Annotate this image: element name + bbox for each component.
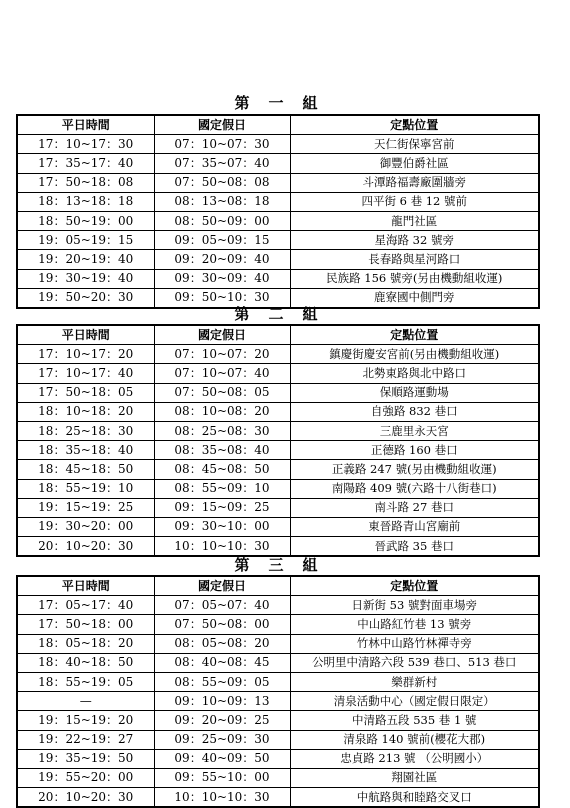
holiday-time-cell: 09：05~09：15: [154, 231, 290, 250]
location-header: 定點位置: [290, 325, 539, 345]
weekday-time-cell: 18：13~18：18: [17, 192, 154, 211]
location-cell: 自強路 832 巷口: [290, 402, 539, 421]
holiday-time-cell: 09：40~09：50: [154, 749, 290, 768]
location-cell: 清泉活動中心（國定假日限定）: [290, 692, 539, 711]
group-2-rows: [17, 345, 539, 557]
table-row: [17, 749, 539, 768]
holiday-time-cell: 08：35~08：40: [154, 441, 290, 460]
location-cell: 南斗路 27 巷口: [290, 498, 539, 517]
weekday-time-cell: 19：30~20：00: [17, 517, 154, 536]
weekday-time-cell: 18：35~18：40: [17, 441, 154, 460]
holiday-time-cell: 07：35~07：40: [154, 154, 290, 173]
holiday-time-cell: 08：55~09：05: [154, 672, 290, 691]
holiday-time-cell: 07：10~07：20: [154, 345, 290, 364]
holiday-time-cell: 09：50~10：30: [154, 288, 290, 308]
table-row: [17, 498, 539, 517]
weekday-header: 平日時間: [17, 576, 154, 596]
holiday-time-cell: 07：50~08：00: [154, 615, 290, 634]
weekday-time-cell: 19：30~19：40: [17, 269, 154, 288]
holiday-time-cell: 07：10~07：30: [154, 135, 290, 154]
weekday-time-cell: 18：45~18：50: [17, 460, 154, 479]
holiday-time-cell: 09：20~09：25: [154, 711, 290, 730]
table-header-row: [17, 576, 539, 596]
weekday-time-cell: 19：15~19：25: [17, 498, 154, 517]
location-cell: 鹿寮國中側門旁: [290, 288, 539, 308]
weekday-time-cell: 17：10~17：40: [17, 364, 154, 383]
location-header: 定點位置: [290, 115, 539, 135]
weekday-time-cell: 19：55~20：00: [17, 768, 154, 787]
location-cell: 晉武路 35 巷口: [290, 537, 539, 557]
table-header-row: [17, 325, 539, 345]
holiday-time-cell: 09：15~09：25: [154, 498, 290, 517]
location-cell: 斗潭路福壽廠圍牆旁: [290, 173, 539, 192]
holiday-time-cell: 08：13~08：18: [154, 192, 290, 211]
holiday-header: 國定假日: [154, 115, 290, 135]
table-row: [17, 634, 539, 653]
holiday-time-cell: 08：10~08：20: [154, 402, 290, 421]
holiday-time-cell: 10：10~10：30: [154, 788, 290, 808]
group-1-table: [16, 114, 540, 309]
weekday-time-cell: 18：55~19：05: [17, 672, 154, 691]
table-row: [17, 788, 539, 808]
table-row: [17, 730, 539, 749]
table-row: [17, 768, 539, 787]
table-row: [17, 653, 539, 672]
holiday-time-cell: 08：45~08：50: [154, 460, 290, 479]
holiday-time-cell: 09：30~09：40: [154, 269, 290, 288]
location-cell: 御豐伯爵社區: [290, 154, 539, 173]
location-cell: 星海路 32 號旁: [290, 231, 539, 250]
group-3-table: [16, 575, 540, 808]
location-cell: 保順路運動場: [290, 383, 539, 402]
location-cell: 南陽路 409 號(六路十八街巷口): [290, 479, 539, 498]
weekday-time-cell: 19：50~20：30: [17, 288, 154, 308]
group-2-table: [16, 324, 540, 557]
weekday-time-cell: 18：10~18：20: [17, 402, 154, 421]
holiday-time-cell: 07：05~07：40: [154, 596, 290, 615]
weekday-header: 平日時間: [17, 325, 154, 345]
holiday-time-cell: 09：10~09：13: [154, 692, 290, 711]
weekday-header: 平日時間: [17, 115, 154, 135]
location-cell: 日新街 53 號對面車場旁: [290, 596, 539, 615]
holiday-time-cell: 09：20~09：40: [154, 250, 290, 269]
weekday-time-cell: —: [17, 692, 154, 711]
weekday-time-cell: 17：10~17：20: [17, 345, 154, 364]
location-cell: 翔園社區: [290, 768, 539, 787]
table-row: [17, 672, 539, 691]
holiday-time-cell: 07：50~08：08: [154, 173, 290, 192]
location-cell: 民族路 156 號旁(另由機動組收運): [290, 269, 539, 288]
weekday-time-cell: 18：25~18：30: [17, 421, 154, 440]
table-row: [17, 441, 539, 460]
weekday-time-cell: 17：50~18：05: [17, 383, 154, 402]
location-cell: 鎮慶街慶安宮前(另由機動組收運): [290, 345, 539, 364]
table-row: [17, 250, 539, 269]
location-cell: 正義路 247 號(另由機動組收運): [290, 460, 539, 479]
location-cell: 長春路與星河路口: [290, 250, 539, 269]
location-cell: 中山路紅竹巷 13 號旁: [290, 615, 539, 634]
table-row: [17, 364, 539, 383]
holiday-header: 國定假日: [154, 576, 290, 596]
weekday-time-cell: 19：22~19：27: [17, 730, 154, 749]
weekday-time-cell: 18：05~18：20: [17, 634, 154, 653]
table-row: [17, 517, 539, 536]
table-row: [17, 421, 539, 440]
holiday-time-cell: 08：25~08：30: [154, 421, 290, 440]
table-row: [17, 537, 539, 557]
weekday-time-cell: 17：05~17：40: [17, 596, 154, 615]
holiday-time-cell: 09：30~10：00: [154, 517, 290, 536]
holiday-time-cell: 09：25~09：30: [154, 730, 290, 749]
table-row: [17, 135, 539, 154]
table-row: [17, 692, 539, 711]
table-row: [17, 173, 539, 192]
group-3-title: 第 三 組: [234, 556, 320, 574]
location-cell: 竹林中山路竹林禪寺旁: [290, 634, 539, 653]
weekday-time-cell: 18：50~19：00: [17, 211, 154, 230]
holiday-time-cell: 10：10~10：30: [154, 537, 290, 557]
holiday-time-cell: 08：40~08：45: [154, 653, 290, 672]
weekday-time-cell: 20：10~20：30: [17, 537, 154, 557]
group-2-title: 第 二 組: [234, 305, 320, 323]
table-row: [17, 211, 539, 230]
weekday-time-cell: 20：10~20：30: [17, 788, 154, 808]
weekday-time-cell: 18：40~18：50: [17, 653, 154, 672]
group-3-rows: [17, 596, 539, 808]
table-row: [17, 231, 539, 250]
weekday-time-cell: 17：35~17：40: [17, 154, 154, 173]
weekday-time-cell: 17：50~18：00: [17, 615, 154, 634]
weekday-time-cell: 19：05~19：15: [17, 231, 154, 250]
location-cell: 天仁街保寧宮前: [290, 135, 539, 154]
location-cell: 清泉路 140 號前(櫻花大郡): [290, 730, 539, 749]
weekday-time-cell: 19：35~19：50: [17, 749, 154, 768]
table-row: [17, 383, 539, 402]
group-1-rows: [17, 135, 539, 308]
location-cell: 忠貞路 213 號 （公明國小）: [290, 749, 539, 768]
table-row: [17, 479, 539, 498]
location-cell: 正德路 160 巷口: [290, 441, 539, 460]
location-cell: 中航路與和睦路交叉口: [290, 788, 539, 808]
weekday-time-cell: 19：20~19：40: [17, 250, 154, 269]
holiday-time-cell: 09：55~10：00: [154, 768, 290, 787]
table-row: [17, 596, 539, 615]
holiday-time-cell: 08：55~09：10: [154, 479, 290, 498]
location-cell: 四平街 6 巷 12 號前: [290, 192, 539, 211]
weekday-time-cell: 18：55~19：10: [17, 479, 154, 498]
location-cell: 中清路五段 535 巷 1 號: [290, 711, 539, 730]
holiday-time-cell: 07：10~07：40: [154, 364, 290, 383]
location-cell: 樂群新村: [290, 672, 539, 691]
holiday-time-cell: 08：05~08：20: [154, 634, 290, 653]
table-row: [17, 154, 539, 173]
table-row: [17, 615, 539, 634]
holiday-time-cell: 07：50~08：05: [154, 383, 290, 402]
holiday-header: 國定假日: [154, 325, 290, 345]
holiday-time-cell: 08：50~09：00: [154, 211, 290, 230]
location-header: 定點位置: [290, 576, 539, 596]
location-cell: 東晉路青山宮廟前: [290, 517, 539, 536]
location-cell: 北勢東路與北中路口: [290, 364, 539, 383]
table-header-row: [17, 115, 539, 135]
location-cell: 公明里中清路六段 539 巷口、513 巷口: [290, 653, 539, 672]
weekday-time-cell: 19：15~19：20: [17, 711, 154, 730]
table-row: [17, 192, 539, 211]
table-row: [17, 269, 539, 288]
weekday-time-cell: 17：10~17：30: [17, 135, 154, 154]
group-1-title: 第 一 組: [234, 94, 320, 112]
table-row: [17, 345, 539, 364]
location-cell: 龍門社區: [290, 211, 539, 230]
location-cell: 三鹿里永天宮: [290, 421, 539, 440]
table-row: [17, 460, 539, 479]
table-row: [17, 402, 539, 421]
table-row: [17, 711, 539, 730]
weekday-time-cell: 17：50~18：08: [17, 173, 154, 192]
